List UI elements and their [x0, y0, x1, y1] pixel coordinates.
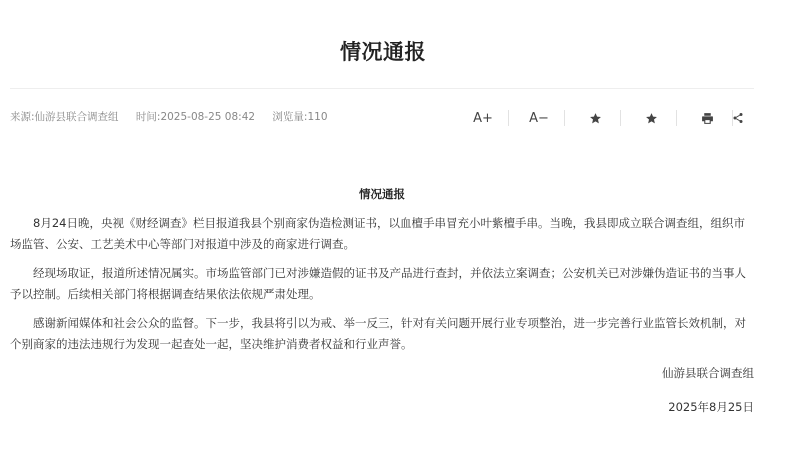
collect-button[interactable]: [626, 107, 676, 129]
star-icon: [645, 112, 658, 125]
star-icon: [589, 112, 602, 125]
views-info: 浏览量:110: [272, 111, 328, 123]
share-icon: [732, 112, 744, 124]
article-meta: [10, 109, 342, 124]
publish-date: 2025年8月25日: [668, 399, 754, 414]
favorite-button[interactable]: [570, 107, 620, 129]
article-content: [10, 184, 754, 417]
page-title: 情况通报: [340, 40, 426, 64]
views-value: 110: [307, 111, 328, 123]
signature: 仙游县联合调查组: [662, 366, 754, 380]
article-paragraph: 感谢新闻媒体和社会公众的监督。下一步，我县将引以为戒、举一反三，针对有关问题开展行业专项整治，进一步完善行业监管长效机制，对个别商家的违法违规行为发现一起查处一起，坚决维护消费者权益和行业声誉。: [10, 316, 746, 351]
font-increase-button[interactable]: A+: [458, 107, 508, 129]
time-value: 2025-08-25 08:42: [160, 111, 256, 123]
source-info: 来源:仙游县联合调查组: [10, 111, 119, 123]
meta-bar: [10, 88, 754, 147]
time-info: 时间:2025-08-25 08:42: [135, 111, 256, 123]
source-value: 仙游县联合调查组: [34, 111, 119, 123]
share-button[interactable]: [722, 107, 754, 129]
article-heading: 情况通报: [359, 187, 405, 201]
font-decrease-button[interactable]: A−: [514, 107, 564, 129]
printer-icon: [701, 112, 714, 125]
article-toolbar: [450, 89, 754, 147]
article-paragraph: 8月24日晚，央视《财经调查》栏目报道我县个别商家伪造检测证书，以血檀手串冒充小叶紫檀手串。当晚，我县即成立联合调查组，组织市场监管、公安、工艺美术中心等部门对报道中涉及的商家进行调查。: [10, 216, 745, 251]
article-paragraph: 经现场取证，报道所述情况属实。市场监管部门已对涉嫌造假的证书及产品进行查封，并依法立案调查；公安机关已对涉嫌伪造证书的当事人予以控制。后续相关部门将根据调查结果依法依规严肃处理。: [10, 266, 746, 301]
